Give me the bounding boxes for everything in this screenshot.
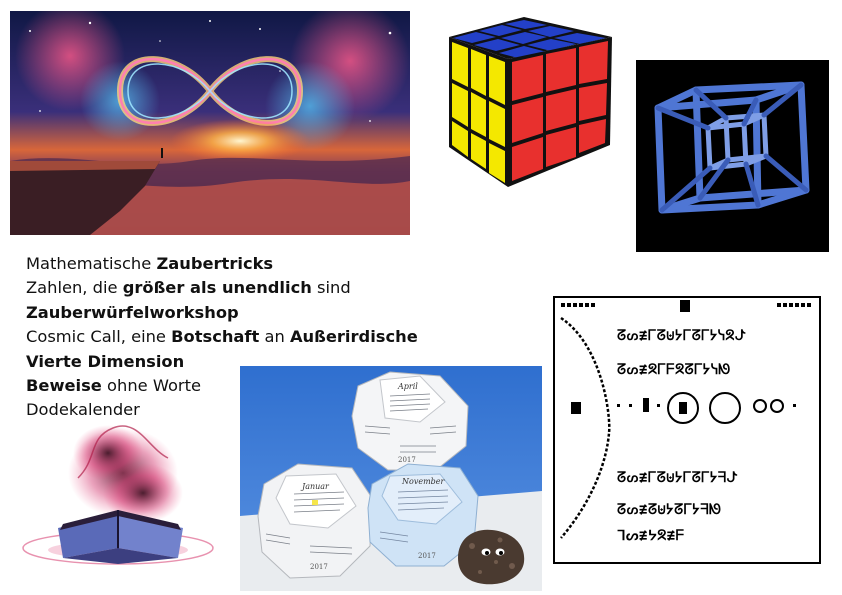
dodeca-top xyxy=(352,372,468,470)
cosmic-call-message xyxy=(553,296,821,564)
rubiks-cube-icon xyxy=(444,17,614,187)
label-april: April xyxy=(398,382,418,391)
rubiks-cube-image xyxy=(444,17,614,187)
label-november: November xyxy=(402,477,445,486)
topic-unendlich: Zahlen, die größer als unendlich sind xyxy=(26,278,351,298)
magic-book-image xyxy=(18,418,218,578)
magic-book-icon xyxy=(18,418,218,578)
message-row-4: ᘔᔕ≢ᘔ⊎ᔭᘔᒥᔭᖷᘚ xyxy=(617,502,722,518)
message-row-2: ᘔᔕ≢ᘝᒥᖴᘝᘔᒥᔭᓭᘚ xyxy=(617,362,731,378)
topic-beweise: Beweise ohne Worte xyxy=(26,376,202,396)
tesseract-image xyxy=(636,60,829,252)
message-row-5: ᒣᔕ≢ᔭᘝ≢ᖴ xyxy=(617,528,685,544)
tesseract-icon xyxy=(636,60,829,252)
message-row-3: ᘔᔕ≢ᒥᘔ⊎ᔭᒥᘔᒥᔭᖷᖌ xyxy=(617,470,739,486)
dodecahedron-calendar-image xyxy=(240,366,542,591)
topic-cosmic-call: Cosmic Call, eine Botschaft an Außerirdische xyxy=(26,327,418,347)
topic-vierte-dimension: Vierte Dimension xyxy=(26,351,185,371)
dodeca-left xyxy=(258,464,372,578)
label-januar: Januar xyxy=(302,482,329,491)
infinity-cosmos-icon xyxy=(10,11,410,235)
label-year-top: 2017 xyxy=(398,456,416,464)
label-year-left: 2017 xyxy=(310,563,328,571)
topic-zaubertricks: Mathematische Zaubertricks xyxy=(26,254,274,273)
dodecahedron-calendar-icon xyxy=(240,366,542,591)
message-row-1: ᘔᔕ≢ᒥᘔ⊎ᔭᒥᘔᒥᔭᓭᘝᖌ xyxy=(617,328,747,344)
topic-zauberwuerfel: Zauberwürfelworkshop xyxy=(26,302,239,322)
label-year-right: 2017 xyxy=(418,552,436,560)
cosmic-infinity-image xyxy=(10,11,410,235)
topic-dodekalender: Dodekalender xyxy=(26,400,140,420)
